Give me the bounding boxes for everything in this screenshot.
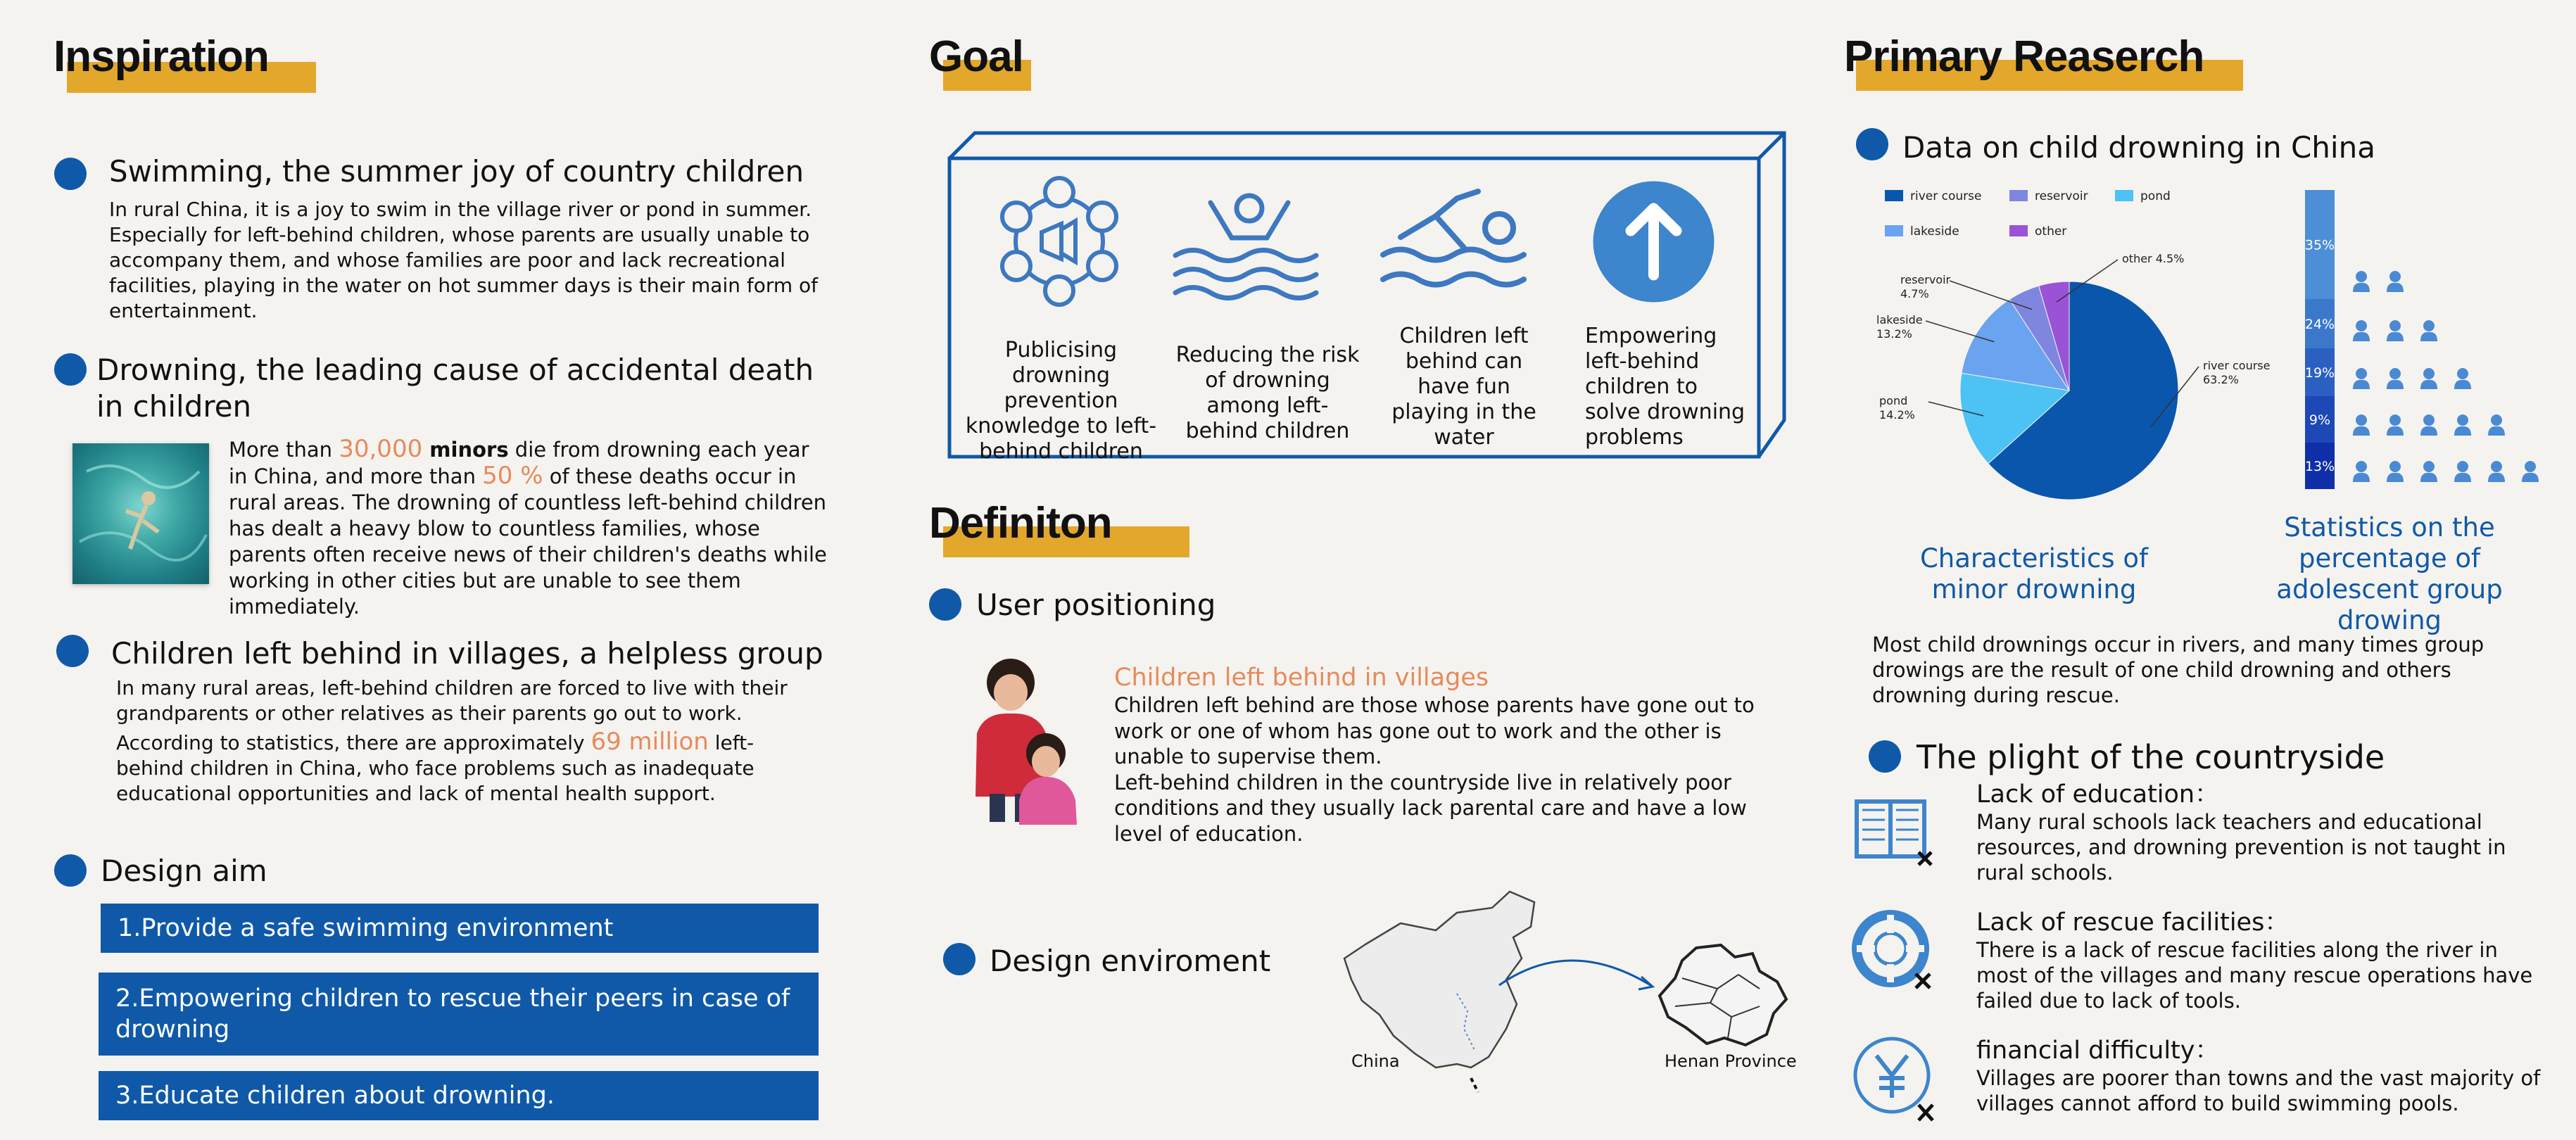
bar-value-label: 9% [2309, 412, 2331, 428]
drowning-person-icon [1168, 189, 1330, 301]
goal-label: Publicising drowning prevention knowledge to left-behind children [965, 338, 1157, 464]
lifebuoy-icon [1851, 909, 1936, 992]
bullet-dot [54, 854, 87, 887]
arrow-connector [1492, 943, 1661, 999]
bar-caption: Statistics on the percentage of adolescent group drowing [2276, 512, 2503, 635]
design-aim-heading: Design aim [101, 854, 267, 888]
person-icon [2420, 461, 2437, 482]
pie-data-label: pond [1879, 394, 1908, 407]
plight-item [1976, 1036, 2546, 1116]
plight-text: There is a lack of rescue facilities along the river in most of the villages and many rescue operations have failed due to lack of tools. [1976, 938, 2533, 1013]
person-icon [2353, 461, 2370, 482]
legend-swatch [1885, 225, 1903, 236]
highlight-number: 50 % [482, 462, 543, 490]
person-icon [2488, 461, 2505, 482]
stacked-bar-chart [2298, 186, 2551, 510]
person-icon [2420, 320, 2437, 341]
bar-value-label: 13% [2304, 459, 2335, 474]
definition-title: Definiton [929, 499, 1112, 547]
legend-label: other [2035, 224, 2067, 239]
bar-value-label: 19% [2304, 365, 2335, 381]
section-heading: Children left behind in villages, a helpless group [111, 636, 823, 671]
legend-swatch [2009, 225, 2028, 236]
pie-data-label: other 4.5% [2122, 252, 2185, 265]
plight-text: Many rural schools lack teachers and educational resources, and drowning prevention is not taught in rural schools. [1976, 810, 2506, 885]
text-run: According to statistics, there are approximately [116, 731, 591, 754]
plight-item [1976, 780, 2546, 885]
water-photo [72, 443, 209, 584]
section-text [116, 676, 820, 806]
legend-label: river course [1910, 189, 1982, 203]
children-photo [963, 656, 1084, 825]
map-label-china: China [1351, 1051, 1400, 1071]
text-run: minors [422, 438, 509, 462]
person-icon [2454, 368, 2471, 389]
legend-label: pond [2140, 189, 2171, 203]
plight-title: Lack of education： [1976, 780, 2220, 809]
pie-caption: Characteristics of minor drowning [1919, 543, 2149, 604]
goal-label: Reducing the risk of drowning among left-behind children [1175, 343, 1360, 443]
section-heading: Swimming, the summer joy of country children [109, 154, 804, 189]
network-megaphone-icon [992, 175, 1126, 308]
pie-data-label: river course [2203, 359, 2271, 372]
person-icon [2387, 414, 2404, 436]
pie-data-label: lakeside [1876, 313, 1923, 327]
bar-value-label: 35% [2304, 237, 2335, 253]
plight-text: Villages are poorer than towns and the vast majority of villages cannot afford to build swimming pools. [1976, 1066, 2541, 1115]
bullet-dot [54, 158, 87, 190]
plight-heading: The plight of the countryside [1917, 738, 2385, 776]
henan-map [1654, 939, 1795, 1052]
goal-label: Empowering left-behind children to solve drowning problems [1585, 324, 1745, 450]
person-icon [2387, 320, 2404, 341]
research-title: Primary Reaserch [1844, 32, 2204, 81]
paragraph: Left-behind children in the countryside live in relatively poor conditions and they usually lack parental care and have a low level of education. [1114, 770, 1747, 846]
person-icon [2522, 461, 2539, 482]
goal-label: Children left behind can have fun playing in the water [1391, 324, 1536, 450]
section-heading-line2: in children [96, 389, 252, 424]
section-text: In rural China, it is a joy to swim in the village river or pond in summer. Especially for left-behind children, whose parents are usually unable to accompany them, and whose families are poor and lack recreational facilities, playing in the water on hot summer days is their main form of entertainment. [109, 198, 819, 322]
drowning-text [229, 436, 827, 620]
text-run: left-behind children in China, who face problems such as inadequate educational opportunities and lack of mental health support. [116, 731, 755, 805]
highlight-number: 69 million [591, 728, 709, 756]
research-summary: Most child drownings occur in rivers, and many times group drowings are the result of one child drowning and others drowning during rescue. [1872, 633, 2485, 707]
bullet-dot [929, 588, 961, 621]
pie-chart [1872, 179, 2294, 510]
pie-data-label: reservoir [1900, 273, 1951, 286]
arrow-up-circle-icon [1592, 180, 1715, 303]
pie-data-label: 63.2% [2203, 373, 2239, 386]
user-positioning-heading: User positioning [976, 588, 1216, 622]
person-icon [2387, 461, 2404, 482]
text-run: More than [229, 438, 339, 462]
plight-title: financial difficulty： [1976, 1037, 2220, 1065]
legend-label: reservoir [2035, 189, 2088, 203]
yuan-icon [1851, 1034, 1939, 1125]
section-heading: Drowning, the leading cause of accidental death [96, 353, 814, 387]
swimmer-icon [1379, 184, 1531, 297]
text-run: of these deaths occur in rural areas. The drowning of countless left-behind children has dealt a heavy blow to countless families, whose parents often receive news of their children's deaths while working in other cities but are unable to see them immediately. [229, 464, 827, 619]
person-icon [2353, 271, 2370, 292]
data-heading: Data on child drowning in China [1902, 130, 2375, 165]
person-icon [2353, 368, 2370, 389]
person-icon [2488, 414, 2505, 436]
bullet-dot [1856, 128, 1888, 160]
plight-title: Lack of rescue facilities： [1976, 908, 2290, 937]
pie-data-label: 4.7% [1900, 287, 1929, 300]
person-icon [2353, 414, 2370, 436]
paragraph: In many rural areas, left-behind children are forced to live with their grandparents or other relatives as their parents go out to work. [116, 676, 788, 725]
person-icon [2353, 320, 2370, 341]
design-aim-item: 3.Educate children about drowning. [99, 1071, 819, 1120]
paragraph: Children left behind are those whose parents have gone out to work or one of whom has gone out to work and the other is unable to supervise them. [1114, 693, 1755, 768]
highlight-number: 30,000 [339, 435, 423, 463]
bullet-dot [943, 943, 976, 975]
map-label-henan: Henan Province [1665, 1051, 1797, 1071]
user-positioning-subtitle: Children left behind in villages [1114, 664, 1489, 692]
pie-data-label: 13.2% [1876, 327, 1912, 341]
design-aim-item: 2.Empowering children to rescue their peers in case of drowning [99, 973, 819, 1056]
user-positioning-text [1114, 692, 1790, 847]
bullet-dot [54, 353, 87, 386]
text-run: die from drowning each year in China, and more than [229, 438, 809, 488]
person-icon [2420, 414, 2437, 436]
design-aim-item: 1.Provide a safe swimming environment [101, 904, 819, 953]
person-icon [2387, 368, 2404, 389]
bullet-dot [1869, 740, 1901, 773]
swimmer-figure-icon [72, 443, 209, 584]
inspiration-title: Inspiration [53, 32, 269, 81]
person-icon [2454, 414, 2471, 436]
plight-item [1976, 908, 2546, 1013]
person-icon [2420, 368, 2437, 389]
legend-label: lakeside [1910, 224, 1959, 239]
person-icon [2387, 271, 2404, 292]
person-icon [2454, 461, 2471, 482]
design-environment-heading: Design enviroment [990, 944, 1271, 978]
legend-swatch [2009, 190, 2028, 201]
goal-title: Goal [929, 32, 1023, 81]
bullet-dot [56, 635, 89, 667]
book-icon [1851, 792, 1936, 869]
legend-swatch [1885, 190, 1903, 201]
legend-swatch [2115, 190, 2133, 201]
pie-data-label: 14.2% [1879, 408, 1915, 422]
bar-value-label: 24% [2304, 317, 2335, 332]
paragraph [116, 729, 820, 806]
